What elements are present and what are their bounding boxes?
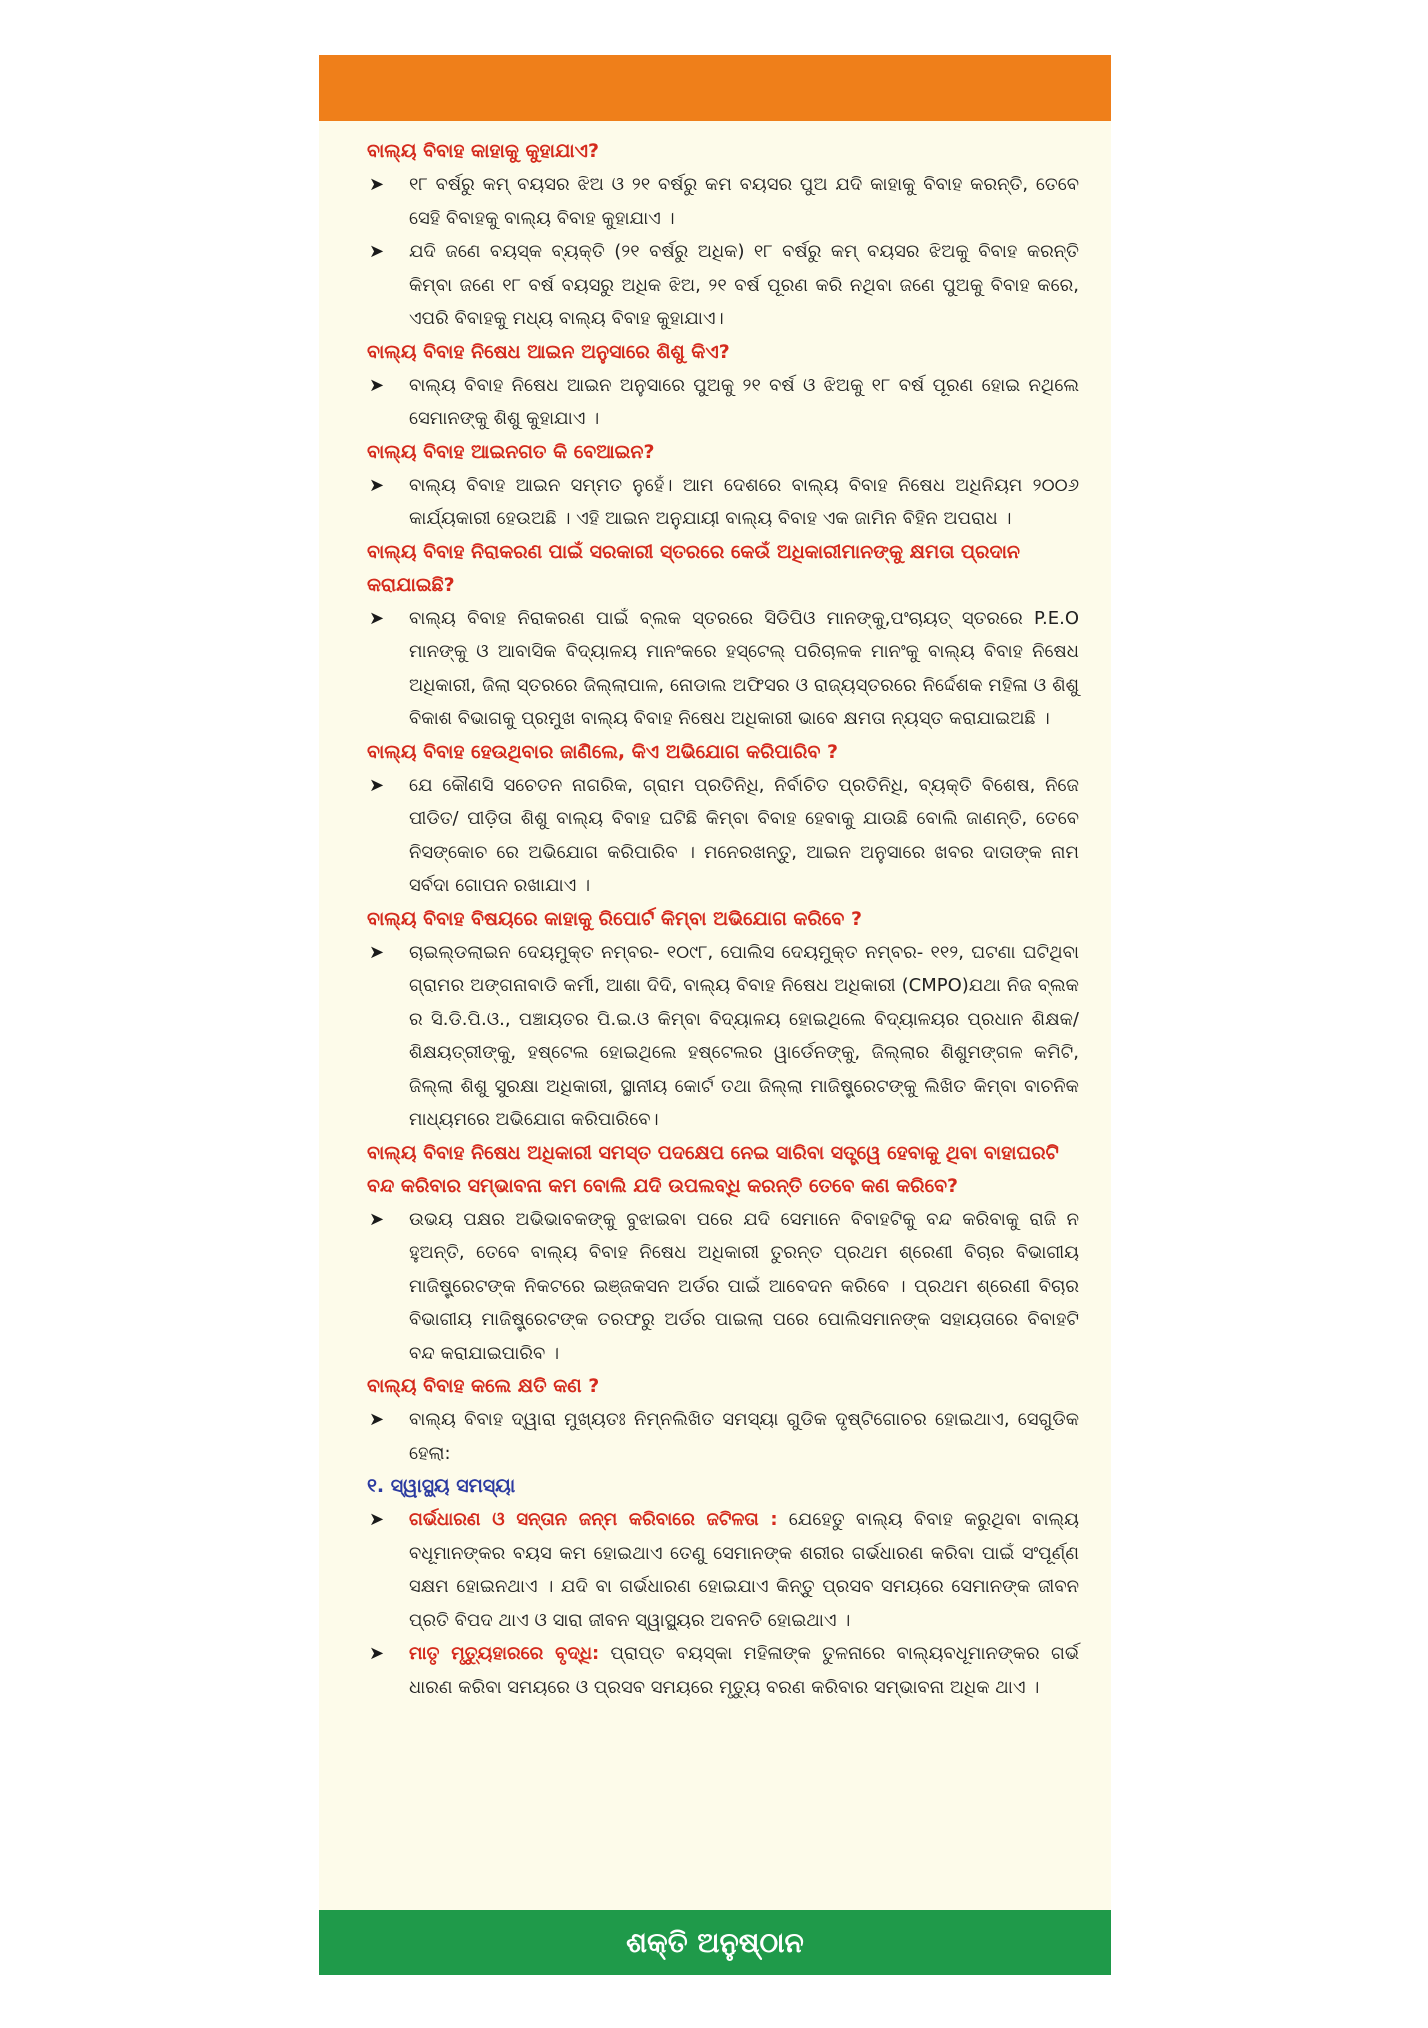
bullet-text: ବାଲ୍ୟ ବିବାହ ଦ୍ୱାରା ମୁଖ୍ୟତଃ ନିମ୍ନଲିଖିତ ସମସ୍ୟା ଗୁଡିକ ଦୃଷ୍ଟିଗୋଚର ହୋଇଥାଏ, ସେଗୁଡିକ ହେଲା:: [409, 1409, 1079, 1464]
question-heading: ବାଲ୍ୟ ବିବାହ ନିରାକରଣ ପାଇଁ ସରକାରୀ ସ୍ତରରେ କେଉଁ ଅଧିକାରୀମାନଙ୍କୁ କ୍ଷମତା ପ୍ରଦାନ କରାଯାଇଛି?: [367, 540, 1021, 596]
bullet-item: [367, 1503, 1079, 1637]
arrow-right-icon: ➤: [369, 774, 385, 796]
bullet-text: ବାଲ୍ୟ ବିବାହ ନିରାକରଣ ପାଇଁ ବ୍ଲକ ସ୍ତରରେ ସିଡିପିଓ ମାନଙ୍କୁ,ପଂଚାୟତ୍ ସ୍ତରରେ P.E.O ମାନଙ୍କୁ ଓ ଆବାସିକ ବିଦ୍ୟାଳୟ ମାନଂକରେ ହସ୍ଟେଲ୍ ପରିଚାଳକ ମାନଂକୁ ବାଲ୍ୟ ବିବାହ ନିଷେଧ ଅଧିକାରୀ, ଜିଲା ସ୍ତରରେ ଜିଲ୍ଲାପାଳ, ନୋଡାଲ ଅଫିସର ଓ ରାଜ୍ୟସ୍ତରରେ ନିର୍ଦ୍ଦେଶକ ମହିଳା ଓ ଶିଶୁ ବିକାଶ ବିଭାଗକୁ ପ୍ରମୁଖ ବାଲ୍ୟ ବିବାହ ନିଷେଧ ଅଧିକାରୀ ଭାବେ କ୍ଷମତା ନ୍ୟସ୍ତ କରାଯାଇଅଛି ।: [409, 607, 1079, 729]
bullet-item: [367, 1403, 1079, 1470]
question-heading: ବାଲ୍ୟ ବିବାହ କାହାକୁ କୁହାଯାଏ?: [367, 140, 600, 162]
bullet-item: [367, 369, 1079, 436]
leaflet-panel: [319, 55, 1111, 1975]
bullet-item: [367, 769, 1079, 903]
bottom-color-bar: [319, 1910, 1111, 1975]
bullet-text: ଯେହେତୁ ବାଲ୍ୟ ବିବାହ କରୁଥିବା ବାଲ୍ୟ ବଧୂମାନଙ୍କର ବୟସ କମ ହୋଇଥାଏ ତେଣୁ ସେମାନଙ୍କ ଶରୀର ଗର୍ଭଧାରଣ କରିବା ପାଇଁ ସଂପୂର୍ଣ୍ଣ ସକ୍ଷମ ହୋଇନଥାଏ । ଯଦି ବା ଗର୍ଭଧାରଣ ହୋଇଯାଏ କିନ୍ତୁ ପ୍ରସବ ସମୟରେ ସେମାନଙ୍କ ଜୀବନ ପ୍ରତି ବିପଦ ଥାଏ ଓ ସାରା ଜୀବନ ସ୍ୱାସ୍ଥ୍ୟର ଅବନତି ହୋଇଥାଏ ।: [409, 1509, 1079, 1631]
bullet-item: [367, 602, 1079, 736]
bullet-text: ଯେ କୌଣସି ସଚେତନ ନାଗରିକ, ଗ୍ରାମ ପ୍ରତିନିଧି, ନିର୍ବାଚିତ ପ୍ରତିନିଧି, ବ୍ୟକ୍ତି ବିଶେଷ, ନିଜେ ପୀଡିତ/ ପୀଡ଼ିତା ଶିଶୁ ବାଲ୍ୟ ବିବାହ ଘଟିଛି କିମ୍ବା ବିବାହ ହେବାକୁ ଯାଉଛି ବୋଲି ଜାଣନ୍ତି, ତେବେ ନିସଙ୍କୋଚ ରେ ଅଭିଯୋଗ କରିପାରିବ । ମନେରଖନ୍ତୁ, ଆଇନ ଅନୁସାରେ ଖବର ଦାତାଙ୍କ ନାମ ସର୍ବଦା ଗୋପନ ରଖାଯାଏ ।: [409, 774, 1079, 896]
question-heading: ବାଲ୍ୟ ବିବାହ ନିଷେଧ ଅଧିକାରୀ ସମସ୍ତ ପଦକ୍ଷେପ ନେଇ ସାରିବା ସତ୍ତ୍ୱେ ହେବାକୁ ଥିବା ବାହାଘରଟି ବନ୍ଦ କରିବାର ସମ୍ଭାବନା କମ ବୋଲି ଯଦି ଉପଲବ୍ଧି କରନ୍ତି ତେବେ କଣ କରିବେ?: [367, 1141, 1059, 1197]
bullet-item: [367, 936, 1079, 1137]
bullet-item: [367, 469, 1079, 536]
question-heading: ବାଲ୍ୟ ବିବାହ ବିଷୟରେ କାହାକୁ ରିପୋର୍ଟ କିମ୍ବା ଅଭିଯୋଗ କରିବେ ?: [367, 907, 862, 930]
top-color-bar: [319, 55, 1111, 121]
arrow-right-icon: ➤: [369, 241, 385, 262]
question-heading: ବାଲ୍ୟ ବିବାହ ଆଇନଗତ କି ବେଆଇନ?: [367, 440, 655, 463]
arrow-right-icon: ➤: [369, 474, 385, 496]
bullet-item: [367, 1637, 1079, 1704]
arrow-right-icon: ➤: [369, 1208, 385, 1230]
question-heading: ବାଲ୍ୟ ବିବାହ କଲେ କ୍ଷତି କଣ ?: [367, 1375, 600, 1397]
bullet-lead: ମାତୃ ମୃତ୍ୟୁହାରରେ ବୃଦ୍ଧି:: [409, 1643, 600, 1664]
bullet-item: [367, 168, 1079, 235]
leaflet-content: [367, 135, 1079, 1704]
bullet-text: ପ୍ରାପ୍ତ ବୟସ୍କା ମହିଳାଙ୍କ ତୁଳନାରେ ବାଲ୍ୟବଧୂମାନଙ୍କର ଗର୍ଭ ଧାରଣ କରିବା ସମୟରେ ଓ ପ୍ରସବ ସମୟରେ ମୃତ୍ୟୁ ବରଣ କରିବାର ସମ୍ଭାବନା ଅଧିକ ଥାଏ ।: [409, 1643, 1079, 1698]
arrow-right-icon: ➤: [369, 607, 385, 629]
bullet-text: ବାଲ୍ୟ ବିବାହ ଆଇନ ସମ୍ମତ ନୁହେଁ। ଆମ ଦେଶରେ ବାଲ୍ୟ ବିବାହ ନିଷେଧ ଅଧିନିୟମ ୨୦୦୬ କାର୍ଯ୍ୟକାରୀ ହେଉଅଛି । ଏହି ଆଇନ ଅନୁଯାୟୀ ବାଲ୍ୟ ବିବାହ ଏକ ଜାମିନ ବିହିନ ଅପରାଧ ।: [409, 474, 1079, 529]
arrow-right-icon: ➤: [369, 374, 385, 396]
arrow-right-icon: ➤: [369, 941, 385, 963]
organization-name: ଶକ୍ତି ଅନୁଷ୍ଠାନ: [626, 1925, 804, 1959]
arrow-right-icon: ➤: [369, 1409, 385, 1430]
bullet-lead: ଗର୍ଭଧାରଣ ଓ ସନ୍ତାନ ଜନ୍ମ କରିବାରେ ଜଟିଳତା :: [409, 1509, 778, 1530]
bullet-text: ଯଦି ଜଣେ ବୟସ୍କ ବ୍ୟକ୍ତି (୨୧ ବର୍ଷରୁ ଅଧିକ) ୧୮ ବର୍ଷରୁ କମ୍ ବୟସର ଝିଅକୁ ବିବାହ କରନ୍ତି କିମ୍ବା ଜଣେ ୧୮ ବର୍ଷ ବୟସରୁ ଅଧିକ ଝିଅ, ୨୧ ବର୍ଷ ପୂରଣ କରି ନଥିବା ଜଣେ ପୁଅକୁ ବିବାହ କରେ, ଏପରି ବିବାହକୁ ମଧ୍ୟ ବାଲ୍ୟ ବିବାହ କୁହାଯାଏ।: [409, 241, 1079, 329]
question-heading: ବାଲ୍ୟ ବିବାହ ହେଉଥିବାର ଜାଣିଲେ, କିଏ ଅଭିଯୋଗ କରିପାରିବ ?: [367, 740, 839, 763]
question-heading: ବାଲ୍ୟ ବିବାହ ନିଷେଧ ଆଇନ ଅନୁସାରେ ଶିଶୁ କିଏ?: [367, 340, 730, 363]
bullet-text: ଉଭୟ ପକ୍ଷର ଅଭିଭାବକଙ୍କୁ ବୁଝାଇବା ପରେ ଯଦି ସେମାନେ ବିବାହଟିକୁ ବନ୍ଦ କରିବାକୁ ରାଜି ନ ହୁଅନ୍ତି, ତେବେ ବାଲ୍ୟ ବିବାହ ନିଷେଧ ଅଧିକାରୀ ତୁରନ୍ତ ପ୍ରଥମ ଶ୍ରେଣୀ ବିଚାର ବିଭାଗୀୟ ମାଜିଷ୍ଟ୍ରେଟଙ୍କ ନିକଟରେ ଇଞ୍ଜକସନ ଅର୍ଡର ପାଇଁ ଆବେଦନ କରିବେ । ପ୍ରଥମ ଶ୍ରେଣୀ ବିଚାର ବିଭାଗୀୟ ମାଜିଷ୍ଟ୍ରେଟଙ୍କ ତରଫରୁ ଅର୍ଡର ପାଇଲା ପରେ ପୋଲିସମାନଙ୍କ ସହାୟତାରେ ବିବାହଟି ବନ୍ଦ କରାଯାଇପାରିବ ।: [409, 1208, 1079, 1364]
arrow-right-icon: ➤: [369, 1509, 385, 1530]
bullet-text: ୧୮ ବର୍ଷରୁ କମ୍ ବୟସର ଝିଅ ଓ ୨୧ ବର୍ଷରୁ କମ ବୟସର ପୁଅ ଯଦି କାହାକୁ ବିବାହ କରନ୍ତି, ତେବେ ସେହି ବିବାହକୁ ବାଲ୍ୟ ବିବାହ କୁହାଯାଏ ।: [409, 174, 1079, 229]
health-subheading: ୧. ସ୍ୱାସ୍ଥ୍ୟ ସମସ୍ୟା: [367, 1475, 516, 1497]
bullet-text: ଚାଇଲ୍ଡଲାଇନ ଦେୟମୁକ୍ତ ନମ୍ବର- ୧୦୯୮, ପୋଲିସ ଦେୟମୁକ୍ତ ନମ୍ବର- ୧୧୨, ଘଟଣା ଘଟିଥିବା ଗ୍ରାମର ଅଙ୍ଗନାବାଡି କର୍ମୀ, ଆଶା ଦିଦି, ବାଲ୍ୟ ବିବାହ ନିଷେଧ ଅଧିକାରୀ (CMPO)ଯଥା ନିଜ ବ୍ଲକ ର ସି.ଡି.ପି.ଓ., ପଞ୍ଚାୟତର ପି.ଇ.ଓ କିମ୍ବା ବିଦ୍ୟାଳୟ ହୋଇଥିଲେ ବିଦ୍ୟାଳୟର ପ୍ରଧାନ ଶିକ୍ଷକ/ ଶିକ୍ଷୟତ୍ରୀଙ୍କୁ, ହଷ୍ଟେଲ ହୋଇଥିଲେ ହଷ୍ଟେଲର ୱାର୍ଡେନଙ୍କୁ, ଜିଲ୍ଲାର ଶିଶୁମଙ୍ଗଳ କମିଟି, ଜିଲ୍ଲା ଶିଶୁ ସୁରକ୍ଷା ଅଧିକାରୀ, ସ୍ଥାନୀୟ କୋର୍ଟ ତଥା ଜିଲ୍ଲା ମାଜିଷ୍ଟ୍ରେଟଙ୍କୁ ଲିଖିତ କିମ୍ବା ବାଚନିକ ମାଧ୍ୟମରେ ଅଭିଯୋଗ କରିପାରିବେ।: [409, 941, 1079, 1130]
bullet-item: [367, 235, 1079, 336]
arrow-right-icon: ➤: [369, 174, 385, 195]
arrow-right-icon: ➤: [369, 1643, 385, 1664]
bullet-text: ବାଲ୍ୟ ବିବାହ ନିଷେଧ ଆଇନ ଅନୁସାରେ ପୁଅକୁ ୨୧ ବର୍ଷ ଓ ଝିଅକୁ ୧୮ ବର୍ଷ ପୂରଣ ହୋଇ ନଥିଲେ ସେମାନଙ୍କୁ ଶିଶୁ କୁହାଯାଏ ।: [409, 374, 1079, 429]
bullet-item: [367, 1203, 1079, 1371]
